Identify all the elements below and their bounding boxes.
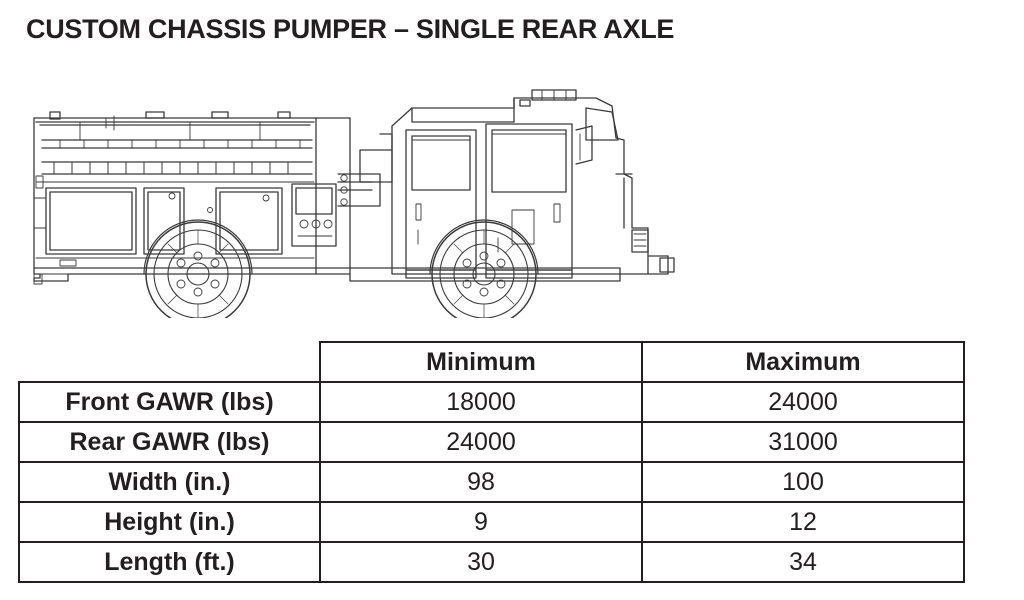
- table-corner-cell: [19, 342, 320, 382]
- cell-height-maximum: 12: [642, 502, 964, 542]
- specification-table: [18, 341, 965, 583]
- cell-height-minimum: 9: [320, 502, 642, 542]
- cell-length-minimum: 30: [320, 542, 642, 582]
- cell-width-minimum: 98: [320, 462, 642, 502]
- table-row: [19, 462, 964, 502]
- fire-truck-illustration: [20, 78, 720, 318]
- table-row: [19, 422, 964, 462]
- table-row: [19, 542, 964, 582]
- page-title: CUSTOM CHASSIS PUMPER – SINGLE REAR AXLE: [26, 14, 675, 44]
- table-header-row: [19, 342, 964, 382]
- row-label-front-gawr: Front GAWR (lbs): [19, 382, 320, 422]
- cell-rear-gawr-maximum: 31000: [642, 422, 964, 462]
- column-header-maximum: Maximum: [642, 342, 964, 382]
- cell-front-gawr-maximum: 24000: [642, 382, 964, 422]
- cell-length-maximum: 34: [642, 542, 964, 582]
- row-label-rear-gawr: Rear GAWR (lbs): [19, 422, 320, 462]
- table-row: [19, 502, 964, 542]
- cell-rear-gawr-minimum: 24000: [320, 422, 642, 462]
- table-row: [19, 382, 964, 422]
- column-header-minimum: Minimum: [320, 342, 642, 382]
- cell-front-gawr-minimum: 18000: [320, 382, 642, 422]
- row-label-height: Height (in.): [19, 502, 320, 542]
- row-label-width: Width (in.): [19, 462, 320, 502]
- cell-width-maximum: 100: [642, 462, 964, 502]
- row-label-length: Length (ft.): [19, 542, 320, 582]
